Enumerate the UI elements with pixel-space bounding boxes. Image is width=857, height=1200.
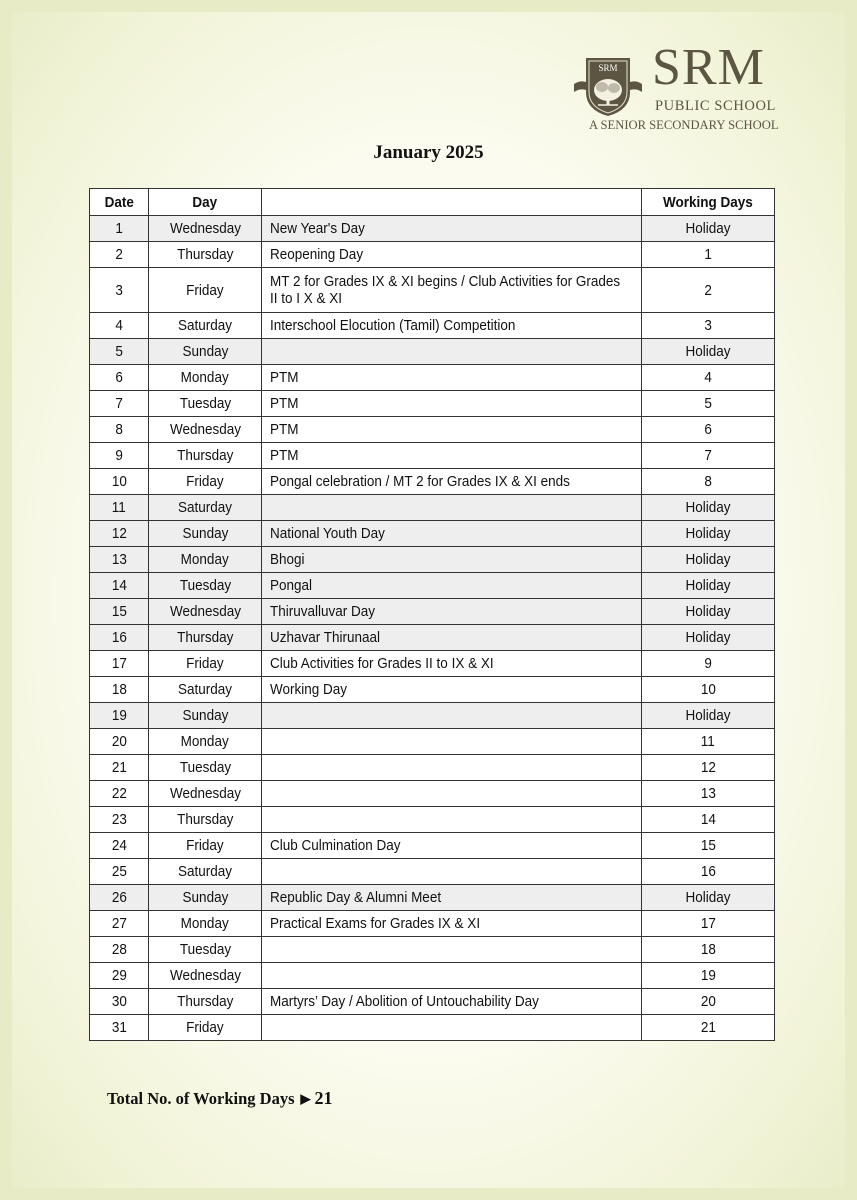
day-cell: Thursday	[149, 242, 262, 268]
table-row	[90, 937, 775, 963]
day-cell: Friday	[149, 469, 262, 495]
table-row	[90, 573, 775, 599]
date-cell: 9	[90, 443, 149, 469]
table-row	[90, 625, 775, 651]
day-cell: Wednesday	[149, 781, 262, 807]
table-row	[90, 989, 775, 1015]
day-cell: Sunday	[149, 339, 262, 365]
table-row	[90, 313, 775, 339]
day-cell: Tuesday	[149, 755, 262, 781]
event-cell: Pongal celebration / MT 2 for Grades IX & XI ends	[262, 469, 642, 495]
table-row	[90, 677, 775, 703]
date-cell: 25	[90, 859, 149, 885]
day-cell: Saturday	[149, 677, 262, 703]
event-cell	[262, 729, 642, 755]
working-days-cell: 3	[642, 313, 775, 339]
event-cell: National Youth Day	[262, 521, 642, 547]
day-cell: Wednesday	[149, 216, 262, 242]
day-cell: Saturday	[149, 859, 262, 885]
working-days-cell: 15	[642, 833, 775, 859]
event-cell: Interschool Elocution (Tamil) Competition	[262, 313, 642, 339]
event-cell: Thiruvalluvar Day	[262, 599, 642, 625]
working-days-cell: Holiday	[642, 885, 775, 911]
table-row	[90, 495, 775, 521]
day-cell: Sunday	[149, 703, 262, 729]
date-cell: 16	[90, 625, 149, 651]
date-cell: 5	[90, 339, 149, 365]
day-cell: Wednesday	[149, 963, 262, 989]
page-title: January 2025	[373, 142, 484, 163]
table-row	[90, 469, 775, 495]
working-days-cell: 18	[642, 937, 775, 963]
day-cell: Tuesday	[149, 391, 262, 417]
date-cell: 22	[90, 781, 149, 807]
table-row	[90, 781, 775, 807]
event-cell: PTM	[262, 417, 642, 443]
table-row	[90, 963, 775, 989]
day-cell: Saturday	[149, 495, 262, 521]
day-cell: Thursday	[149, 625, 262, 651]
table-header-row	[90, 189, 775, 216]
working-days-cell: 1	[642, 242, 775, 268]
event-cell: PTM	[262, 365, 642, 391]
table-row	[90, 391, 775, 417]
header-event	[262, 189, 642, 216]
day-cell: Monday	[149, 911, 262, 937]
day-cell: Thursday	[149, 807, 262, 833]
working-days-cell: 9	[642, 651, 775, 677]
date-cell: 18	[90, 677, 149, 703]
day-cell: Monday	[149, 365, 262, 391]
date-cell: 12	[90, 521, 149, 547]
event-cell: MT 2 for Grades IX & XI begins / Club Activities for Grades II to I X & XI	[262, 268, 642, 313]
event-cell	[262, 859, 642, 885]
table-row	[90, 807, 775, 833]
working-days-cell: Holiday	[642, 495, 775, 521]
day-cell: Friday	[149, 1015, 262, 1041]
working-days-cell: 16	[642, 859, 775, 885]
event-cell	[262, 495, 642, 521]
header-day: Day	[149, 189, 262, 216]
date-cell: 21	[90, 755, 149, 781]
table-row	[90, 833, 775, 859]
day-cell: Sunday	[149, 521, 262, 547]
working-days-cell: Holiday	[642, 573, 775, 599]
date-cell: 23	[90, 807, 149, 833]
date-cell: 27	[90, 911, 149, 937]
working-days-cell: 5	[642, 391, 775, 417]
working-days-cell: 7	[642, 443, 775, 469]
table-row	[90, 911, 775, 937]
event-cell	[262, 339, 642, 365]
event-cell: New Year's Day	[262, 216, 642, 242]
event-cell	[262, 963, 642, 989]
date-cell: 4	[90, 313, 149, 339]
working-days-cell: 13	[642, 781, 775, 807]
date-cell: 30	[90, 989, 149, 1015]
logo-subtitle: PUBLIC SCHOOL	[655, 98, 776, 114]
working-days-cell: Holiday	[642, 547, 775, 573]
working-days-cell: 19	[642, 963, 775, 989]
event-cell: Uzhavar Thirunaal	[262, 625, 642, 651]
day-cell: Monday	[149, 547, 262, 573]
working-days-cell: 20	[642, 989, 775, 1015]
working-days-cell: 17	[642, 911, 775, 937]
date-cell: 19	[90, 703, 149, 729]
table-row	[90, 859, 775, 885]
working-days-cell: Holiday	[642, 521, 775, 547]
date-cell: 20	[90, 729, 149, 755]
table-body	[90, 216, 775, 1041]
event-cell	[262, 937, 642, 963]
day-cell: Tuesday	[149, 573, 262, 599]
table-row	[90, 651, 775, 677]
working-days-cell: 8	[642, 469, 775, 495]
school-logo	[572, 39, 792, 136]
event-cell: Practical Exams for Grades IX & XI	[262, 911, 642, 937]
table-row	[90, 1015, 775, 1041]
date-cell: 1	[90, 216, 149, 242]
date-cell: 8	[90, 417, 149, 443]
date-cell: 29	[90, 963, 149, 989]
day-cell: Wednesday	[149, 417, 262, 443]
event-cell: PTM	[262, 391, 642, 417]
date-cell: 14	[90, 573, 149, 599]
logo-tagline: A SENIOR SECONDARY SCHOOL	[589, 118, 779, 132]
date-cell: 10	[90, 469, 149, 495]
table-row	[90, 242, 775, 268]
working-days-cell: 21	[642, 1015, 775, 1041]
table-row	[90, 417, 775, 443]
event-cell	[262, 781, 642, 807]
event-cell	[262, 755, 642, 781]
table-row	[90, 521, 775, 547]
table-row	[90, 339, 775, 365]
event-cell: Working Day	[262, 677, 642, 703]
day-cell: Wednesday	[149, 599, 262, 625]
total-label: Total No. of Working Days	[107, 1089, 295, 1108]
day-cell: Tuesday	[149, 937, 262, 963]
day-cell: Friday	[149, 268, 262, 313]
table-row	[90, 547, 775, 573]
event-cell: Republic Day & Alumni Meet	[262, 885, 642, 911]
working-days-cell: Holiday	[642, 339, 775, 365]
logo-school-name: SRM	[652, 39, 765, 96]
working-days-cell: 2	[642, 268, 775, 313]
event-cell	[262, 807, 642, 833]
date-cell: 17	[90, 651, 149, 677]
tree-emblem-icon	[572, 52, 644, 118]
caret-right-icon: ▶	[300, 1091, 311, 1106]
day-cell: Friday	[149, 651, 262, 677]
date-cell: 24	[90, 833, 149, 859]
day-cell: Monday	[149, 729, 262, 755]
working-days-cell: 10	[642, 677, 775, 703]
total-working-days	[107, 1088, 333, 1109]
date-cell: 26	[90, 885, 149, 911]
table-row	[90, 443, 775, 469]
table-row	[90, 365, 775, 391]
event-cell: Pongal	[262, 573, 642, 599]
date-cell: 13	[90, 547, 149, 573]
date-cell: 28	[90, 937, 149, 963]
header-date: Date	[90, 189, 149, 216]
day-cell: Thursday	[149, 989, 262, 1015]
header-working-days: Working Days	[642, 189, 775, 216]
table-row	[90, 703, 775, 729]
calendar-table	[89, 188, 775, 1041]
day-cell: Thursday	[149, 443, 262, 469]
working-days-cell: Holiday	[642, 599, 775, 625]
date-cell: 31	[90, 1015, 149, 1041]
day-cell: Friday	[149, 833, 262, 859]
date-cell: 15	[90, 599, 149, 625]
table-row	[90, 216, 775, 242]
day-cell: Saturday	[149, 313, 262, 339]
date-cell: 2	[90, 242, 149, 268]
working-days-cell: Holiday	[642, 216, 775, 242]
table-row	[90, 268, 775, 313]
working-days-cell: 11	[642, 729, 775, 755]
event-cell: PTM	[262, 443, 642, 469]
table-row	[90, 599, 775, 625]
working-days-cell: 12	[642, 755, 775, 781]
working-days-cell: 6	[642, 417, 775, 443]
total-value: 21	[314, 1088, 333, 1108]
event-cell: Bhogi	[262, 547, 642, 573]
date-cell: 3	[90, 268, 149, 313]
working-days-cell: Holiday	[642, 703, 775, 729]
day-cell: Sunday	[149, 885, 262, 911]
working-days-cell: Holiday	[642, 625, 775, 651]
event-cell: Reopening Day	[262, 242, 642, 268]
table-row	[90, 755, 775, 781]
date-cell: 6	[90, 365, 149, 391]
working-days-cell: 14	[642, 807, 775, 833]
table-row	[90, 729, 775, 755]
event-cell: Martyrs’ Day / Abolition of Untouchability Day	[262, 989, 642, 1015]
event-cell: Club Activities for Grades II to IX & XI	[262, 651, 642, 677]
emblem-text: SRM	[598, 63, 618, 73]
event-cell: Club Culmination Day	[262, 833, 642, 859]
working-days-cell: 4	[642, 365, 775, 391]
date-cell: 7	[90, 391, 149, 417]
table-row	[90, 885, 775, 911]
date-cell: 11	[90, 495, 149, 521]
event-cell	[262, 703, 642, 729]
event-cell	[262, 1015, 642, 1041]
